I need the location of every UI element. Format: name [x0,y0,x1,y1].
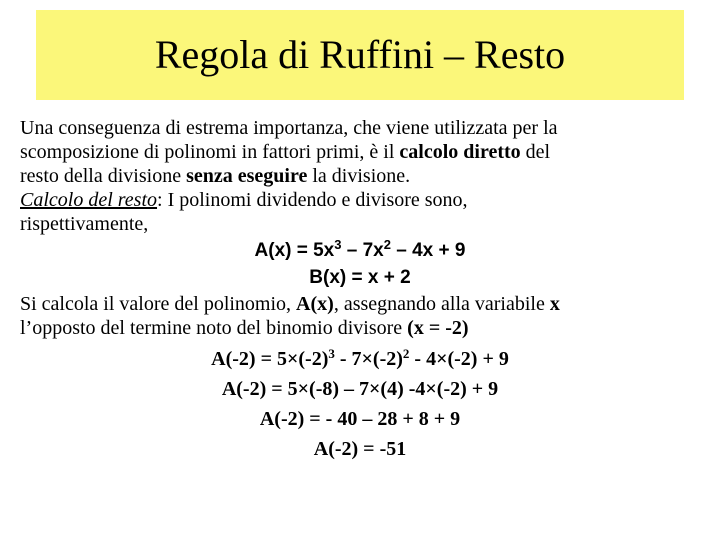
calc-line-3: A(-2) = - 40 – 28 + 8 + 9 [259,408,461,430]
text: resto della divisione [20,165,187,187]
paragraph-3-line-2 [20,316,700,340]
bold-text: x [549,293,560,315]
eq-part: – 4x + 9 [390,240,466,261]
title-banner [36,10,684,100]
bold-text: A(x) [296,293,334,315]
bold-text: senza eseguire [186,165,308,187]
text: scomposizione di polinomi in fattori primi, è il [20,141,400,163]
text: del [520,141,551,163]
bold-text: (x = -2) [407,317,469,339]
exponent: 3 [328,346,335,361]
eq-part: – 7x [341,240,384,261]
eq-part: - 4×(-2) + 9 [409,348,509,370]
text: , assegnando alla variabile [333,293,550,315]
paragraph-2-line-2: rispettivamente, [20,213,149,235]
section-label: Calcolo del resto [20,189,158,211]
eq-part: - 7×(-2) [334,348,403,370]
paragraph-1-line-2 [20,140,700,164]
exponent: 2 [402,346,410,361]
text: : I polinomi dividendo e divisore sono, [157,189,468,211]
eq-part: A(x) = 5x [254,240,335,261]
calc-line-2: A(-2) = 5×(-8) – 7×(4) -4×(-2) + 9 [221,378,499,400]
paragraph-2-line-1 [20,188,700,212]
exponent: 2 [383,237,391,252]
calc-line-1 [20,344,700,374]
paragraph-3-line-1 [20,292,700,316]
calc-line-4: A(-2) = -51 [313,438,407,460]
slide-title: Regola di Ruffini – Resto [154,32,566,77]
text: la divisione. [307,165,411,187]
text: Si calcola il valore del polinomio, [20,293,297,315]
paragraph-1-line-3 [20,164,700,188]
calculation-block [20,340,700,464]
equation-b: B(x) = x + 2 [309,267,411,288]
slide-body [20,116,700,464]
eq-part: A(-2) = 5×(-2) [211,348,329,370]
bold-text: calcolo diretto [399,141,521,163]
paragraph-1-line-1: Una conseguenza di estrema importanza, che viene utilizzata per la [20,117,558,139]
exponent: 3 [334,237,342,252]
text: l’opposto del termine noto del binomio divisore [20,317,408,339]
equation-a [20,236,700,264]
